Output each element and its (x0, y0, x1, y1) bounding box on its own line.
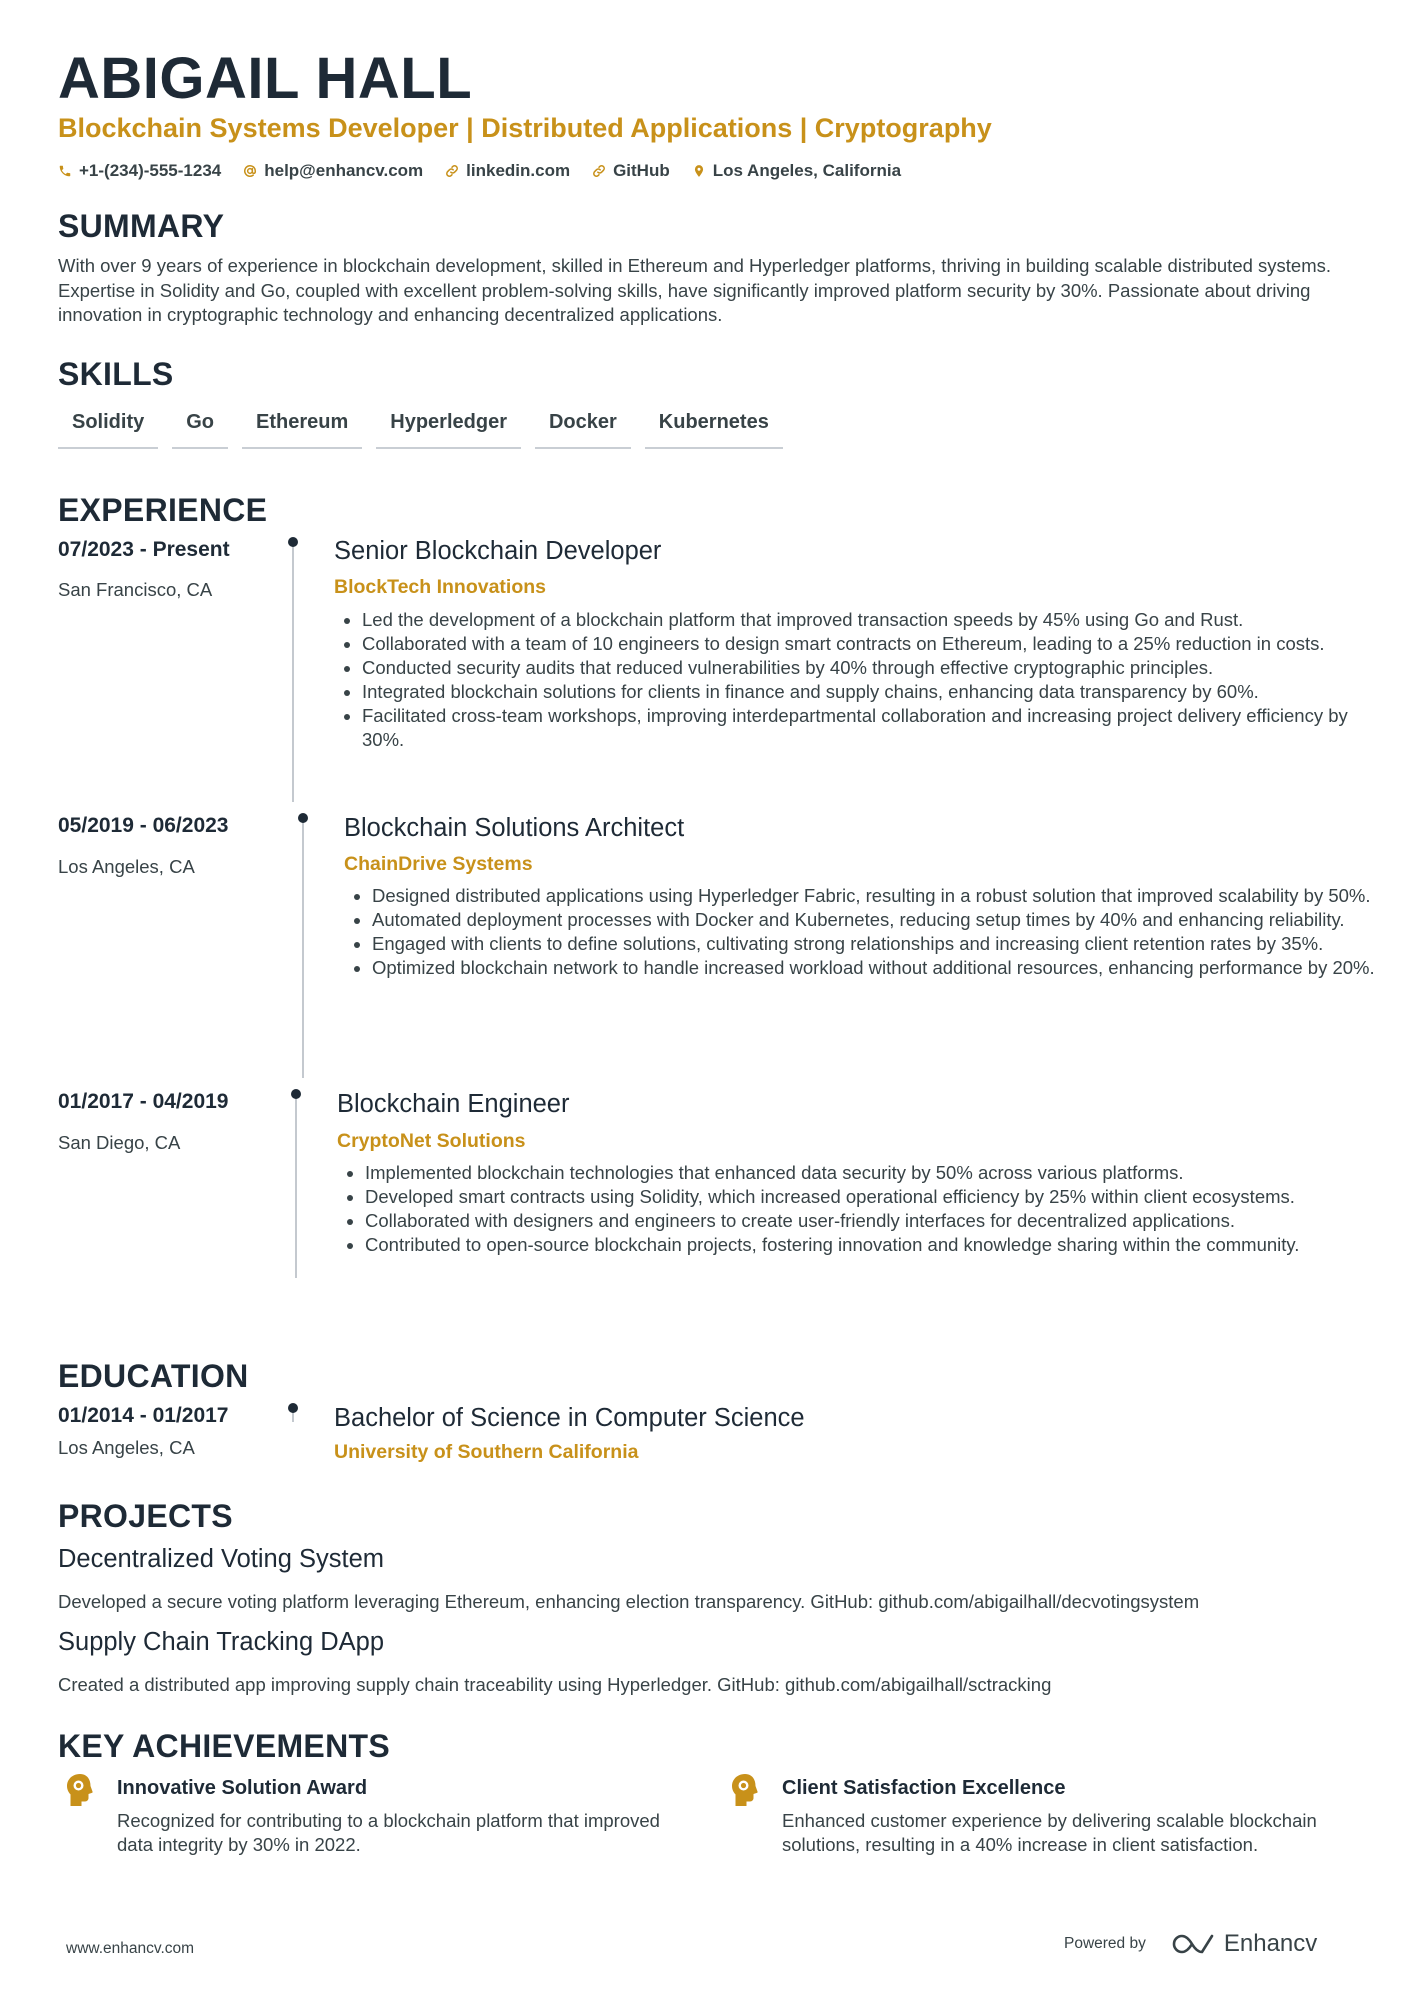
job-bullet: • Designed distributed applications using Hyperledger Fabric, resulting in a robust solution that improved scalability by 50%. (372, 884, 1382, 908)
education-degree: Bachelor of Science in Computer Science (334, 1404, 805, 1432)
skill-chip: Kubernetes (645, 406, 783, 449)
timeline-dot (291, 1089, 301, 1099)
job-company: CryptoNet Solutions (337, 1130, 526, 1152)
at-icon (243, 164, 257, 178)
timeline-line (292, 540, 294, 802)
contact-bar (58, 158, 901, 184)
location-text: Los Angeles, California (712, 161, 902, 180)
job-bullet: • Optimized blockchain network to handle increased workload without additional resources, enhancing performance by 20%. (372, 956, 1382, 980)
link-icon (445, 164, 459, 178)
linkedin-text: linkedin.com (466, 161, 571, 180)
job-company: ChainDrive Systems (344, 853, 533, 875)
location-pin-icon (692, 164, 706, 178)
experience-heading: EXPERIENCE (58, 492, 268, 528)
skill-chip: Docker (535, 406, 631, 449)
award-head-icon (65, 1773, 95, 1807)
job-location: San Diego, CA (58, 1132, 181, 1153)
education-school: University of Southern California (334, 1441, 639, 1463)
timeline-dot (288, 1403, 298, 1413)
contact-phone[interactable] (58, 158, 221, 184)
summary-heading: SUMMARY (58, 208, 225, 244)
email-text: help@enhancv.com (264, 161, 424, 180)
powered-by-text: Powered by (1064, 1935, 1146, 1952)
skill-chip: Hyperledger (376, 406, 521, 449)
job-title: Blockchain Engineer (337, 1090, 570, 1118)
job-bullet: • Collaborated with a team of 10 engineers to design smart contracts on Ethereum, leading to a 25% reduction in costs. (362, 632, 1394, 656)
education-location: Los Angeles, CA (58, 1437, 195, 1458)
job-bullet: • Collaborated with designers and engineers to create user-friendly interfaces for decentralized applications. (365, 1209, 1385, 1233)
brand-name: Enhancv (1223, 1930, 1318, 1957)
job-bullets (344, 884, 1382, 980)
job-bullet: • Led the development of a blockchain platform that improved transaction speeds by 45% using Go and Rust. (362, 608, 1394, 632)
summary-text: With over 9 years of experience in blockchain development, skilled in Ethereum and Hyperledger platforms, thriving in building scalable distributed systems. Expertise in Solidity and Go, coupled with excellent problem-solving skills, have significantly improved platform security by 30%. Passionate about driving innovation in cryptographic technology and enhancing decentralized applications. (58, 255, 1332, 325)
projects-heading: PROJECTS (58, 1498, 233, 1534)
education-dates: 01/2014 - 01/2017 (58, 1404, 229, 1427)
job-bullets (334, 608, 1394, 752)
candidate-name: ABIGAIL HALL (58, 46, 473, 111)
contact-location (692, 158, 901, 184)
contact-email[interactable] (243, 158, 423, 184)
achievement-title: Innovative Solution Award (117, 1777, 368, 1799)
job-bullet: • Integrated blockchain solutions for clients in finance and supply chains, enhancing data transparency by 60%. (362, 680, 1394, 704)
job-bullets (337, 1161, 1385, 1257)
job-title: Blockchain Solutions Architect (344, 814, 685, 842)
job-location: Los Angeles, CA (58, 856, 195, 877)
achievement-description: Enhanced customer experience by delivering scalable blockchain solutions, resulting in a 40% increase in client satisfaction. (782, 1810, 1317, 1855)
job-title: Senior Blockchain Developer (334, 537, 662, 565)
award-head-icon (730, 1773, 760, 1807)
job-dates: 07/2023 - Present (58, 538, 230, 561)
achievement-description: Recognized for contributing to a blockchain platform that improved data integrity by 30% in 2022. (117, 1810, 660, 1855)
job-bullet: • Conducted security audits that reduced vulnerabilities by 40% through effective cryptographic principles. (362, 656, 1394, 680)
footer-website[interactable]: www.enhancv.com (66, 1940, 195, 1957)
candidate-headline: Blockchain Systems Developer | Distributed Applications | Cryptography (58, 113, 992, 143)
achievement-title: Client Satisfaction Excellence (782, 1777, 1066, 1799)
achievements-heading: KEY ACHIEVEMENTS (58, 1728, 390, 1764)
footer-branding (1064, 1930, 1317, 1958)
job-bullet: • Implemented blockchain technologies that enhanced data security by 50% across various platforms. (365, 1161, 1385, 1185)
job-bullet: • Contributed to open-source blockchain projects, fostering innovation and knowledge sharing within the community. (365, 1233, 1385, 1257)
job-bullet: • Developed smart contracts using Solidity, which increased operational efficiency by 25% within client ecosystems. (365, 1185, 1385, 1209)
phone-icon (58, 164, 72, 178)
project-description: Developed a secure voting platform leveraging Ethereum, enhancing election transparency. GitHub: github.com/abigailhall/decvotingsystem (58, 1591, 1200, 1612)
job-dates: 01/2017 - 04/2019 (58, 1090, 229, 1113)
github-text: GitHub (613, 161, 670, 180)
timeline-line (302, 816, 304, 1078)
skill-chip: Go (172, 406, 228, 449)
timeline-dot (288, 537, 298, 547)
job-bullet: • Facilitated cross-team workshops, improving interdepartmental collaboration and increasing project delivery efficiency by 30%. (362, 704, 1394, 752)
contact-linkedin[interactable] (445, 158, 570, 184)
skill-chip: Ethereum (242, 406, 362, 449)
job-bullet: • Engaged with clients to define solutions, cultivating strong relationships and increasing client retention rates by 35%. (372, 932, 1382, 956)
education-heading: EDUCATION (58, 1358, 249, 1394)
skills-list (58, 406, 783, 449)
project-description: Created a distributed app improving supply chain traceability using Hyperledger. GitHub: github.com/abigailhall/sctracking (58, 1674, 1052, 1695)
skills-heading: SKILLS (58, 356, 174, 392)
skill-chip: Solidity (58, 406, 158, 449)
enhancv-logo-icon (1170, 1932, 1216, 1956)
project-title: Supply Chain Tracking DApp (58, 1628, 385, 1656)
phone-text: +1-(234)-555-1234 (79, 161, 222, 180)
job-company: BlockTech Innovations (334, 576, 547, 598)
job-location: San Francisco, CA (58, 579, 213, 600)
job-bullet: • Automated deployment processes with Docker and Kubernetes, reducing setup times by 40% and enhancing reliability. (372, 908, 1382, 932)
timeline-dot (298, 813, 308, 823)
job-dates: 05/2019 - 06/2023 (58, 814, 229, 837)
project-title: Decentralized Voting System (58, 1545, 384, 1573)
brand-logo[interactable] (1170, 1930, 1317, 1958)
link-icon (592, 164, 606, 178)
timeline-line (295, 1092, 297, 1278)
contact-github[interactable] (592, 158, 670, 184)
